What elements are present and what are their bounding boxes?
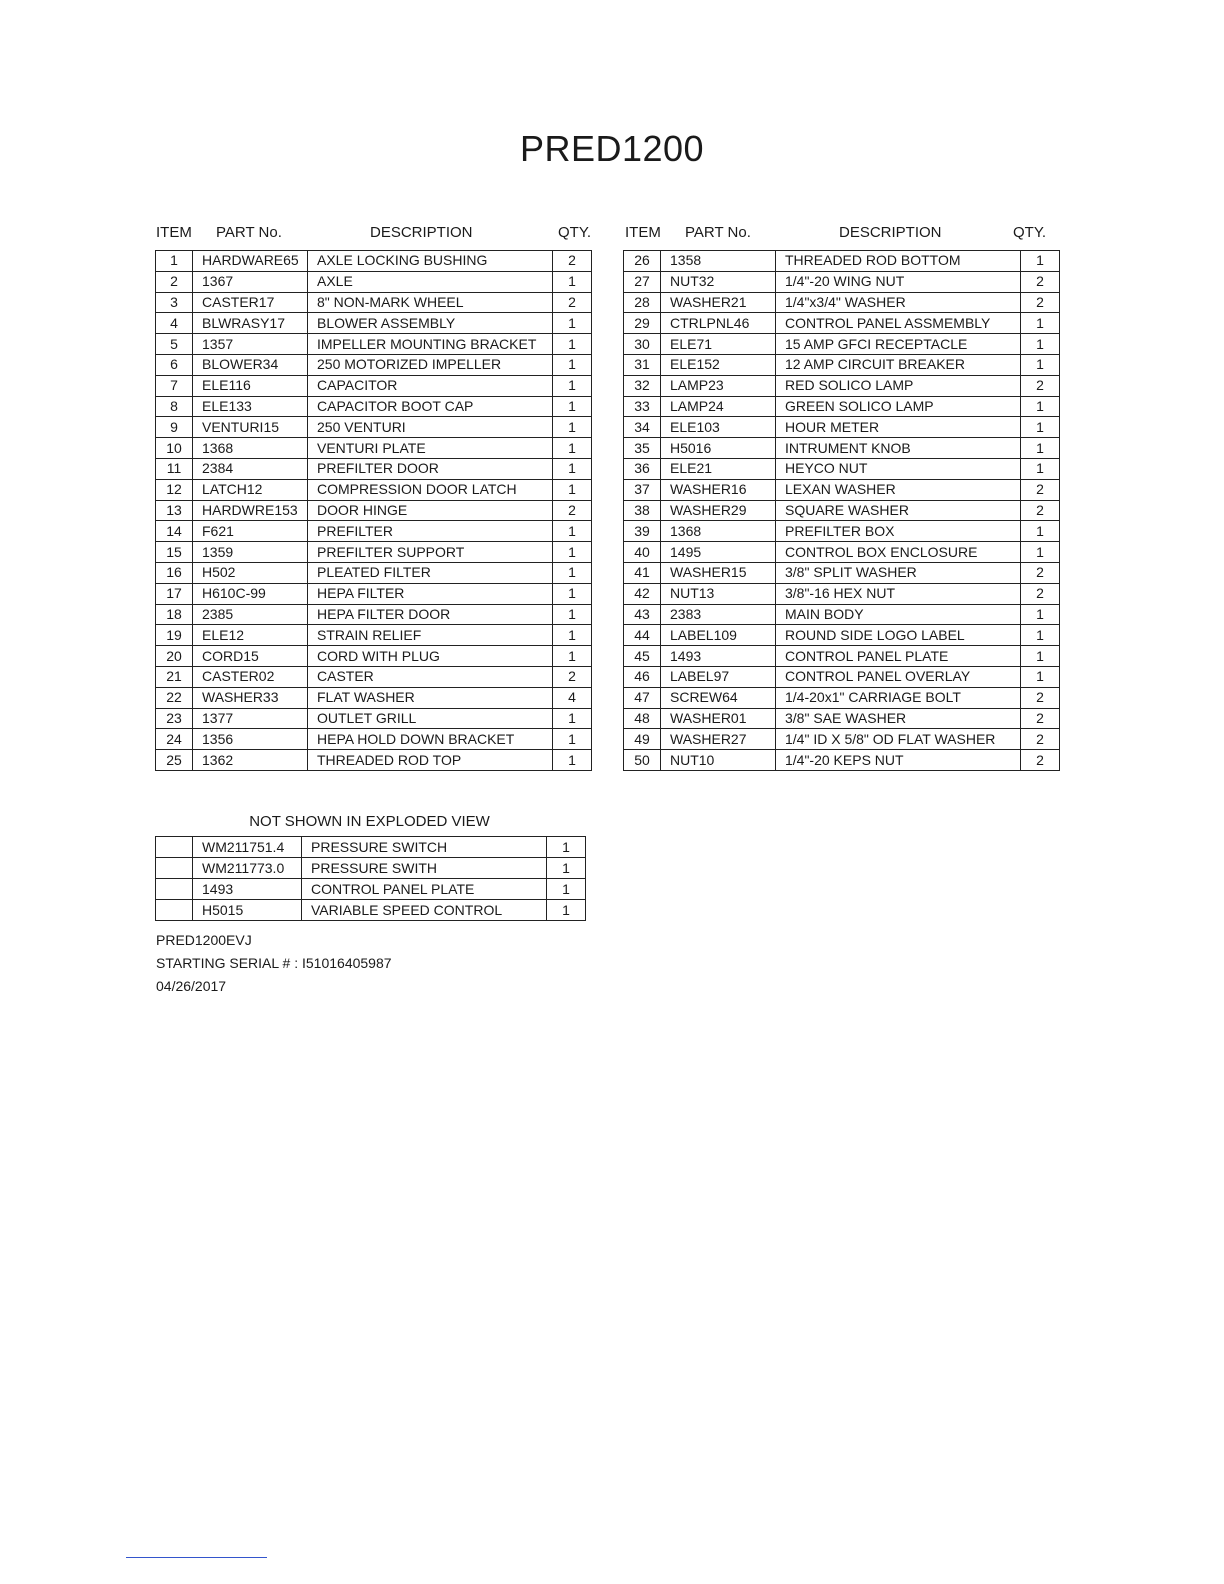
part-number: H610C-99 xyxy=(193,583,308,604)
part-description: CAPACITOR xyxy=(308,375,553,396)
quantity: 1 xyxy=(1021,458,1060,479)
item-number: 17 xyxy=(156,583,193,604)
part-description: 1/4-20x1" CARRIAGE BOLT xyxy=(776,687,1021,708)
part-description: HOUR METER xyxy=(776,417,1021,438)
table-row xyxy=(624,417,1060,438)
part-description: 3/8" SPLIT WASHER xyxy=(776,562,1021,583)
part-description: CONTROL BOX ENCLOSURE xyxy=(776,542,1021,563)
quantity: 1 xyxy=(553,646,592,667)
part-description: CAPACITOR BOOT CAP xyxy=(308,396,553,417)
table-row xyxy=(156,521,592,542)
quantity: 2 xyxy=(553,292,592,313)
table-row xyxy=(624,479,1060,500)
quantity: 1 xyxy=(553,542,592,563)
quantity: 1 xyxy=(1021,313,1060,334)
item-number: 49 xyxy=(624,729,661,750)
part-description: LEXAN WASHER xyxy=(776,479,1021,500)
footnote-rule xyxy=(126,1557,267,1558)
part-description: PRESSURE SWITCH xyxy=(302,837,547,858)
part-number: ELE12 xyxy=(193,625,308,646)
part-description: PREFILTER xyxy=(308,521,553,542)
quantity: 2 xyxy=(553,666,592,687)
table-row xyxy=(156,438,592,459)
quantity: 1 xyxy=(553,521,592,542)
part-number: H5015 xyxy=(193,900,302,921)
quantity: 2 xyxy=(1021,708,1060,729)
item-number: 27 xyxy=(624,271,661,292)
quantity: 1 xyxy=(553,271,592,292)
part-number: CORD15 xyxy=(193,646,308,667)
part-description: PREFILTER BOX xyxy=(776,521,1021,542)
table-row xyxy=(156,417,592,438)
part-number: 1493 xyxy=(193,879,302,900)
item-number: 10 xyxy=(156,438,193,459)
quantity: 1 xyxy=(553,354,592,375)
quantity: 2 xyxy=(1021,687,1060,708)
table-row xyxy=(624,646,1060,667)
part-number: ELE71 xyxy=(661,334,776,355)
table-row xyxy=(156,542,592,563)
part-description: GREEN SOLICO LAMP xyxy=(776,396,1021,417)
part-description: 1/4" ID X 5/8" OD FLAT WASHER xyxy=(776,729,1021,750)
item-number: 16 xyxy=(156,562,193,583)
table-row xyxy=(624,625,1060,646)
part-number: H502 xyxy=(193,562,308,583)
part-description: 3/8" SAE WASHER xyxy=(776,708,1021,729)
table-row xyxy=(156,708,592,729)
quantity: 1 xyxy=(553,438,592,459)
part-number: F621 xyxy=(193,521,308,542)
starting-serial: STARTING SERIAL # : I51016405987 xyxy=(156,955,392,971)
part-description: BLOWER ASSEMBLY xyxy=(308,313,553,334)
part-description: 8" NON-MARK WHEEL xyxy=(308,292,553,313)
quantity: 2 xyxy=(553,251,592,272)
item-number: 37 xyxy=(624,479,661,500)
item-number: 6 xyxy=(156,354,193,375)
item-number: 7 xyxy=(156,375,193,396)
header-part-no: PART No. xyxy=(216,224,282,241)
item-number: 47 xyxy=(624,687,661,708)
table-row xyxy=(156,604,592,625)
quantity: 1 xyxy=(1021,334,1060,355)
table-row xyxy=(156,583,592,604)
part-description: PRESSURE SWITH xyxy=(302,858,547,879)
quantity: 2 xyxy=(1021,292,1060,313)
part-number: NUT13 xyxy=(661,583,776,604)
table-row xyxy=(624,396,1060,417)
part-number: HARDWRE153 xyxy=(193,500,308,521)
part-description: CONTROL PANEL PLATE xyxy=(776,646,1021,667)
item-number xyxy=(156,900,193,921)
item-number: 38 xyxy=(624,500,661,521)
part-number: BLOWER34 xyxy=(193,354,308,375)
quantity: 1 xyxy=(1021,354,1060,375)
item-number: 43 xyxy=(624,604,661,625)
quantity: 1 xyxy=(1021,542,1060,563)
parts-table-right xyxy=(623,224,1060,771)
part-number: ELE21 xyxy=(661,458,776,479)
item-number: 24 xyxy=(156,729,193,750)
table-row xyxy=(624,271,1060,292)
part-number: LABEL97 xyxy=(661,666,776,687)
item-number xyxy=(156,858,193,879)
part-description: PREFILTER SUPPORT xyxy=(308,542,553,563)
part-description: 1/4"-20 KEPS NUT xyxy=(776,750,1021,771)
quantity: 1 xyxy=(553,625,592,646)
item-number: 40 xyxy=(624,542,661,563)
part-description: THREADED ROD BOTTOM xyxy=(776,251,1021,272)
quantity: 1 xyxy=(1021,251,1060,272)
part-description: HEPA FILTER DOOR xyxy=(308,604,553,625)
part-number: WASHER33 xyxy=(193,687,308,708)
table-row xyxy=(156,750,592,771)
part-description: 250 MOTORIZED IMPELLER xyxy=(308,354,553,375)
table-row xyxy=(624,500,1060,521)
item-number: 4 xyxy=(156,313,193,334)
part-description: HEPA HOLD DOWN BRACKET xyxy=(308,729,553,750)
item-number: 39 xyxy=(624,521,661,542)
quantity: 1 xyxy=(553,729,592,750)
quantity: 2 xyxy=(553,500,592,521)
quantity: 1 xyxy=(553,334,592,355)
item-number xyxy=(156,879,193,900)
part-description: DOOR HINGE xyxy=(308,500,553,521)
part-number: HARDWARE65 xyxy=(193,251,308,272)
item-number: 50 xyxy=(624,750,661,771)
item-number: 1 xyxy=(156,251,193,272)
quantity: 1 xyxy=(553,604,592,625)
quantity: 1 xyxy=(553,583,592,604)
part-description: PREFILTER DOOR xyxy=(308,458,553,479)
item-number: 3 xyxy=(156,292,193,313)
table-row xyxy=(156,858,586,879)
part-number: VENTURI15 xyxy=(193,417,308,438)
table-row xyxy=(624,521,1060,542)
item-number: 20 xyxy=(156,646,193,667)
table-row xyxy=(624,562,1060,583)
item-number: 11 xyxy=(156,458,193,479)
quantity: 1 xyxy=(1021,417,1060,438)
item-number: 18 xyxy=(156,604,193,625)
quantity: 2 xyxy=(1021,750,1060,771)
quantity: 1 xyxy=(553,458,592,479)
table-row xyxy=(624,375,1060,396)
part-number: BLWRASY17 xyxy=(193,313,308,334)
quantity: 1 xyxy=(547,837,586,858)
item-number: 22 xyxy=(156,687,193,708)
part-number: ELE103 xyxy=(661,417,776,438)
item-number: 41 xyxy=(624,562,661,583)
column-headers xyxy=(623,224,1060,250)
item-number: 12 xyxy=(156,479,193,500)
table-row xyxy=(156,666,592,687)
table-row xyxy=(156,354,592,375)
quantity: 1 xyxy=(547,879,586,900)
part-description: OUTLET GRILL xyxy=(308,708,553,729)
part-description: 3/8"-16 HEX NUT xyxy=(776,583,1021,604)
part-description: 1/4"-20 WING NUT xyxy=(776,271,1021,292)
part-description: CONTROL PANEL PLATE xyxy=(302,879,547,900)
part-number: LAMP23 xyxy=(661,375,776,396)
header-description: DESCRIPTION xyxy=(839,224,942,241)
item-number: 21 xyxy=(156,666,193,687)
part-number: WASHER15 xyxy=(661,562,776,583)
part-number: CASTER17 xyxy=(193,292,308,313)
part-description: THREADED ROD TOP xyxy=(308,750,553,771)
item-number: 9 xyxy=(156,417,193,438)
not-shown-heading: NOT SHOWN IN EXPLODED VIEW xyxy=(249,813,490,830)
item-number: 25 xyxy=(156,750,193,771)
quantity: 1 xyxy=(1021,438,1060,459)
part-description: 250 VENTURI xyxy=(308,417,553,438)
part-number: ELE133 xyxy=(193,396,308,417)
table-row xyxy=(624,251,1060,272)
table-row xyxy=(156,292,592,313)
quantity: 1 xyxy=(1021,604,1060,625)
part-number: 1358 xyxy=(661,251,776,272)
table-row xyxy=(624,666,1060,687)
quantity: 1 xyxy=(553,750,592,771)
item-number: 14 xyxy=(156,521,193,542)
part-number: 1362 xyxy=(193,750,308,771)
part-description: VARIABLE SPEED CONTROL xyxy=(302,900,547,921)
item-number: 36 xyxy=(624,458,661,479)
part-description: INTRUMENT KNOB xyxy=(776,438,1021,459)
part-number: WM211773.0 xyxy=(193,858,302,879)
part-number: WASHER01 xyxy=(661,708,776,729)
quantity: 1 xyxy=(1021,666,1060,687)
table-row xyxy=(156,879,586,900)
header-item: ITEM xyxy=(156,224,192,241)
table-row xyxy=(624,354,1060,375)
quantity: 1 xyxy=(1021,646,1060,667)
item-number: 28 xyxy=(624,292,661,313)
header-qty: QTY. xyxy=(1013,224,1047,241)
table-row xyxy=(156,837,586,858)
item-number: 31 xyxy=(624,354,661,375)
part-number: WASHER29 xyxy=(661,500,776,521)
part-number: WASHER21 xyxy=(661,292,776,313)
item-number: 34 xyxy=(624,417,661,438)
item-number: 15 xyxy=(156,542,193,563)
quantity: 1 xyxy=(553,313,592,334)
table-row xyxy=(624,313,1060,334)
part-number: 1493 xyxy=(661,646,776,667)
item-number: 23 xyxy=(156,708,193,729)
part-description: COMPRESSION DOOR LATCH xyxy=(308,479,553,500)
part-number: 2385 xyxy=(193,604,308,625)
table-row xyxy=(156,313,592,334)
item-number: 26 xyxy=(624,251,661,272)
quantity: 1 xyxy=(553,479,592,500)
quantity: 4 xyxy=(553,687,592,708)
quantity: 2 xyxy=(1021,271,1060,292)
table-row xyxy=(156,458,592,479)
item-number: 35 xyxy=(624,438,661,459)
item-number: 5 xyxy=(156,334,193,355)
table-row xyxy=(624,438,1060,459)
quantity: 2 xyxy=(1021,500,1060,521)
item-number: 30 xyxy=(624,334,661,355)
item-number: 45 xyxy=(624,646,661,667)
quantity: 1 xyxy=(1021,396,1060,417)
item-number: 32 xyxy=(624,375,661,396)
table-row xyxy=(624,458,1060,479)
item-number: 42 xyxy=(624,583,661,604)
item-number: 19 xyxy=(156,625,193,646)
part-number: LAMP24 xyxy=(661,396,776,417)
quantity: 1 xyxy=(553,396,592,417)
item-number: 2 xyxy=(156,271,193,292)
table-row xyxy=(624,729,1060,750)
parts-grid xyxy=(623,250,1060,771)
part-description: IMPELLER MOUNTING BRACKET xyxy=(308,334,553,355)
quantity: 1 xyxy=(547,900,586,921)
quantity: 1 xyxy=(553,375,592,396)
item-number: 8 xyxy=(156,396,193,417)
item-number: 29 xyxy=(624,313,661,334)
table-row xyxy=(624,542,1060,563)
part-description: HEYCO NUT xyxy=(776,458,1021,479)
quantity: 1 xyxy=(553,417,592,438)
part-description: ROUND SIDE LOGO LABEL xyxy=(776,625,1021,646)
header-item: ITEM xyxy=(625,224,661,241)
item-number: 48 xyxy=(624,708,661,729)
part-number: WASHER16 xyxy=(661,479,776,500)
table-row xyxy=(624,583,1060,604)
part-description: CONTROL PANEL ASSMEMBLY xyxy=(776,313,1021,334)
part-number: 2383 xyxy=(661,604,776,625)
table-row xyxy=(156,251,592,272)
part-description: 12 AMP CIRCUIT BREAKER xyxy=(776,354,1021,375)
part-number: 1356 xyxy=(193,729,308,750)
part-number: 2384 xyxy=(193,458,308,479)
quantity: 1 xyxy=(553,562,592,583)
part-number: ELE116 xyxy=(193,375,308,396)
header-description: DESCRIPTION xyxy=(370,224,473,241)
table-row xyxy=(156,271,592,292)
part-description: VENTURI PLATE xyxy=(308,438,553,459)
not-shown-grid xyxy=(155,836,586,921)
column-headers xyxy=(155,224,592,250)
quantity: 1 xyxy=(1021,521,1060,542)
quantity: 1 xyxy=(1021,625,1060,646)
part-number: WM211751.4 xyxy=(193,837,302,858)
part-number: 1359 xyxy=(193,542,308,563)
item-number xyxy=(156,837,193,858)
table-row xyxy=(156,396,592,417)
item-number: 33 xyxy=(624,396,661,417)
item-number: 46 xyxy=(624,666,661,687)
page-title: PRED1200 xyxy=(519,128,705,169)
part-number: 1368 xyxy=(193,438,308,459)
quantity: 2 xyxy=(1021,375,1060,396)
table-row xyxy=(156,479,592,500)
part-number: 1377 xyxy=(193,708,308,729)
table-row xyxy=(156,562,592,583)
part-number: 1367 xyxy=(193,271,308,292)
table-row xyxy=(624,708,1060,729)
revision-date: 04/26/2017 xyxy=(156,978,227,994)
table-row xyxy=(156,334,592,355)
part-description: FLAT WASHER xyxy=(308,687,553,708)
table-row xyxy=(156,900,586,921)
part-number: CTRLPNL46 xyxy=(661,313,776,334)
part-description: CONTROL PANEL OVERLAY xyxy=(776,666,1021,687)
table-row xyxy=(624,292,1060,313)
header-part-no: PART No. xyxy=(685,224,751,241)
table-row xyxy=(624,750,1060,771)
part-description: RED SOLICO LAMP xyxy=(776,375,1021,396)
part-number: LATCH12 xyxy=(193,479,308,500)
table-row xyxy=(156,687,592,708)
header-qty: QTY. xyxy=(558,224,592,241)
parts-table-left xyxy=(155,224,592,771)
part-number: H5016 xyxy=(661,438,776,459)
table-row xyxy=(156,375,592,396)
table-row xyxy=(156,646,592,667)
part-number: CASTER02 xyxy=(193,666,308,687)
part-number: ELE152 xyxy=(661,354,776,375)
item-number: 13 xyxy=(156,500,193,521)
parts-grid xyxy=(155,250,592,771)
part-number: WASHER27 xyxy=(661,729,776,750)
table-row xyxy=(624,334,1060,355)
part-description: AXLE xyxy=(308,271,553,292)
quantity: 1 xyxy=(553,708,592,729)
quantity: 2 xyxy=(1021,562,1060,583)
quantity: 2 xyxy=(1021,479,1060,500)
model-number: PRED1200EVJ xyxy=(156,932,252,948)
part-number: SCREW64 xyxy=(661,687,776,708)
part-description: SQUARE WASHER xyxy=(776,500,1021,521)
quantity: 1 xyxy=(547,858,586,879)
table-row xyxy=(156,500,592,521)
footer-info xyxy=(156,929,392,998)
part-description: AXLE LOCKING BUSHING xyxy=(308,251,553,272)
quantity: 2 xyxy=(1021,729,1060,750)
table-row xyxy=(156,729,592,750)
part-description: 15 AMP GFCI RECEPTACLE xyxy=(776,334,1021,355)
table-row xyxy=(156,625,592,646)
table-row xyxy=(624,687,1060,708)
part-number: NUT32 xyxy=(661,271,776,292)
part-description: CASTER xyxy=(308,666,553,687)
table-row xyxy=(624,604,1060,625)
part-description: MAIN BODY xyxy=(776,604,1021,625)
part-number: 1357 xyxy=(193,334,308,355)
part-description: HEPA FILTER xyxy=(308,583,553,604)
part-description: STRAIN RELIEF xyxy=(308,625,553,646)
item-number: 44 xyxy=(624,625,661,646)
not-shown-table xyxy=(155,836,586,921)
part-number: NUT10 xyxy=(661,750,776,771)
part-description: 1/4"x3/4" WASHER xyxy=(776,292,1021,313)
part-number: LABEL109 xyxy=(661,625,776,646)
part-number: 1495 xyxy=(661,542,776,563)
part-number: 1368 xyxy=(661,521,776,542)
quantity: 2 xyxy=(1021,583,1060,604)
part-description: CORD WITH PLUG xyxy=(308,646,553,667)
part-description: PLEATED FILTER xyxy=(308,562,553,583)
